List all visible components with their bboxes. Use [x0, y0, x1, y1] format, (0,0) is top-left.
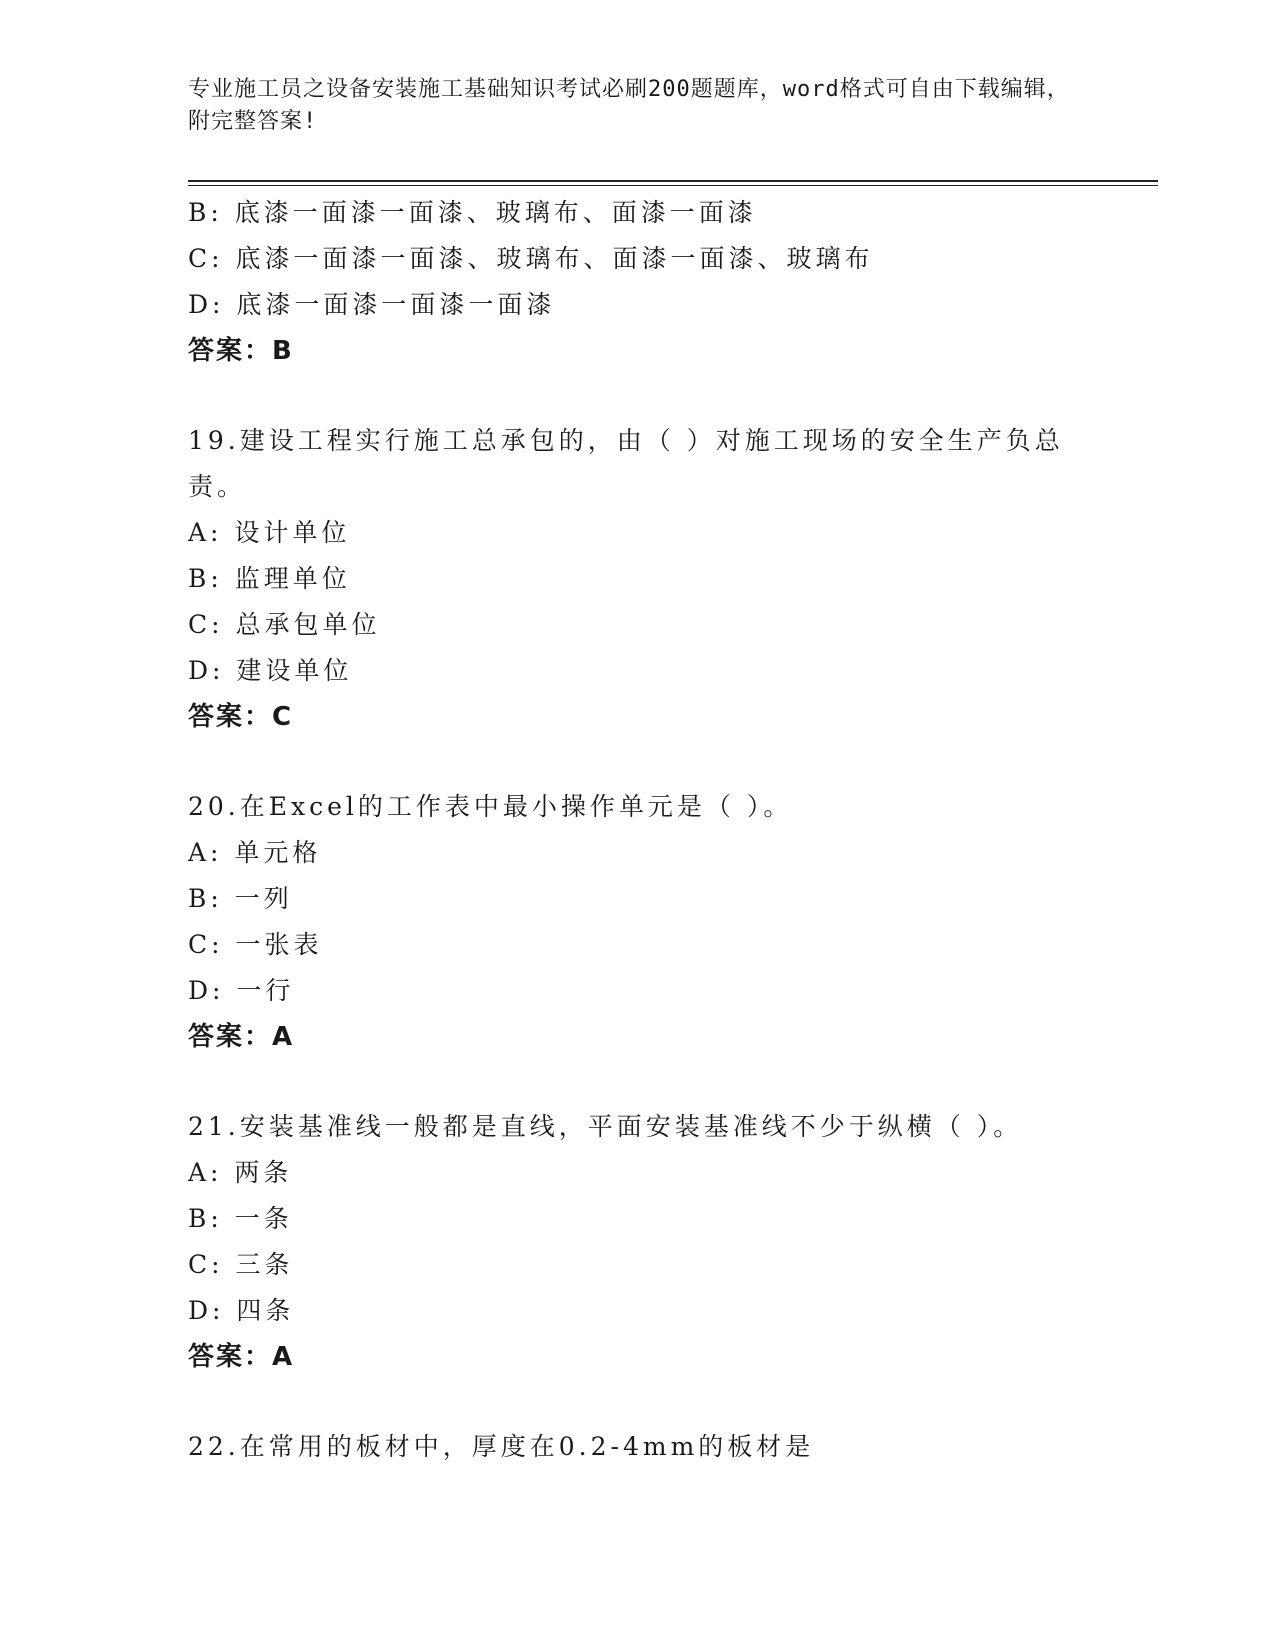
option-b: B: 底漆一面漆一面漆、玻璃布、面漆一面漆: [188, 198, 757, 227]
answer-label: 答案：A: [188, 1022, 295, 1052]
answer-label: 答案：A: [188, 1342, 295, 1372]
header-title: 专业施工员之设备安装施工基础知识考试必刷200题题库，word格式可自由下载编辑，附完整答案!: [188, 77, 1070, 134]
option-c: C: 三条: [188, 1250, 294, 1279]
answer-label: 答案：B: [188, 336, 294, 366]
question-list: [188, 190, 1088, 1470]
option-b: B: 一条: [188, 1204, 293, 1233]
question-20: [188, 784, 1088, 1060]
option-c: C: 一张表: [188, 930, 323, 959]
option-a: A: 单元格: [188, 838, 322, 867]
document-header: [188, 74, 1078, 138]
question-stem: 21.安装基准线一般都是直线，平面安装基准线不少于纵横（ ）。: [188, 1112, 1023, 1141]
option-d: D: 底漆一面漆一面漆一面漆: [188, 290, 556, 319]
question-fragment-18: [188, 190, 1088, 374]
option-d: D: 四条: [188, 1296, 295, 1325]
header-rule-thin: [188, 185, 1158, 186]
question-stem: 22.在常用的板材中，厚度在0.2-4mm的板材是: [188, 1432, 815, 1461]
option-b: B: 一列: [188, 884, 293, 913]
question-stem: 20.在Excel的工作表中最小操作单元是（ ）。: [188, 792, 793, 821]
option-d: D: 一行: [188, 976, 295, 1005]
option-d: D: 建设单位: [188, 656, 353, 685]
header-rule-thick: [188, 180, 1158, 182]
option-c: C: 底漆一面漆一面漆、玻璃布、面漆一面漆、玻璃布: [188, 244, 874, 273]
option-b: B: 监理单位: [188, 564, 351, 593]
answer-label: 答案：C: [188, 702, 294, 732]
question-19: [188, 418, 1088, 740]
option-c: C: 总承包单位: [188, 610, 381, 639]
question-21: [188, 1104, 1088, 1380]
question-22: [188, 1424, 1088, 1470]
option-a: A: 两条: [188, 1158, 293, 1187]
option-a: A: 设计单位: [188, 518, 351, 547]
question-stem: 19.建设工程实行施工总承包的，由（ ）对施工现场的安全生产负总责。: [188, 426, 1064, 501]
